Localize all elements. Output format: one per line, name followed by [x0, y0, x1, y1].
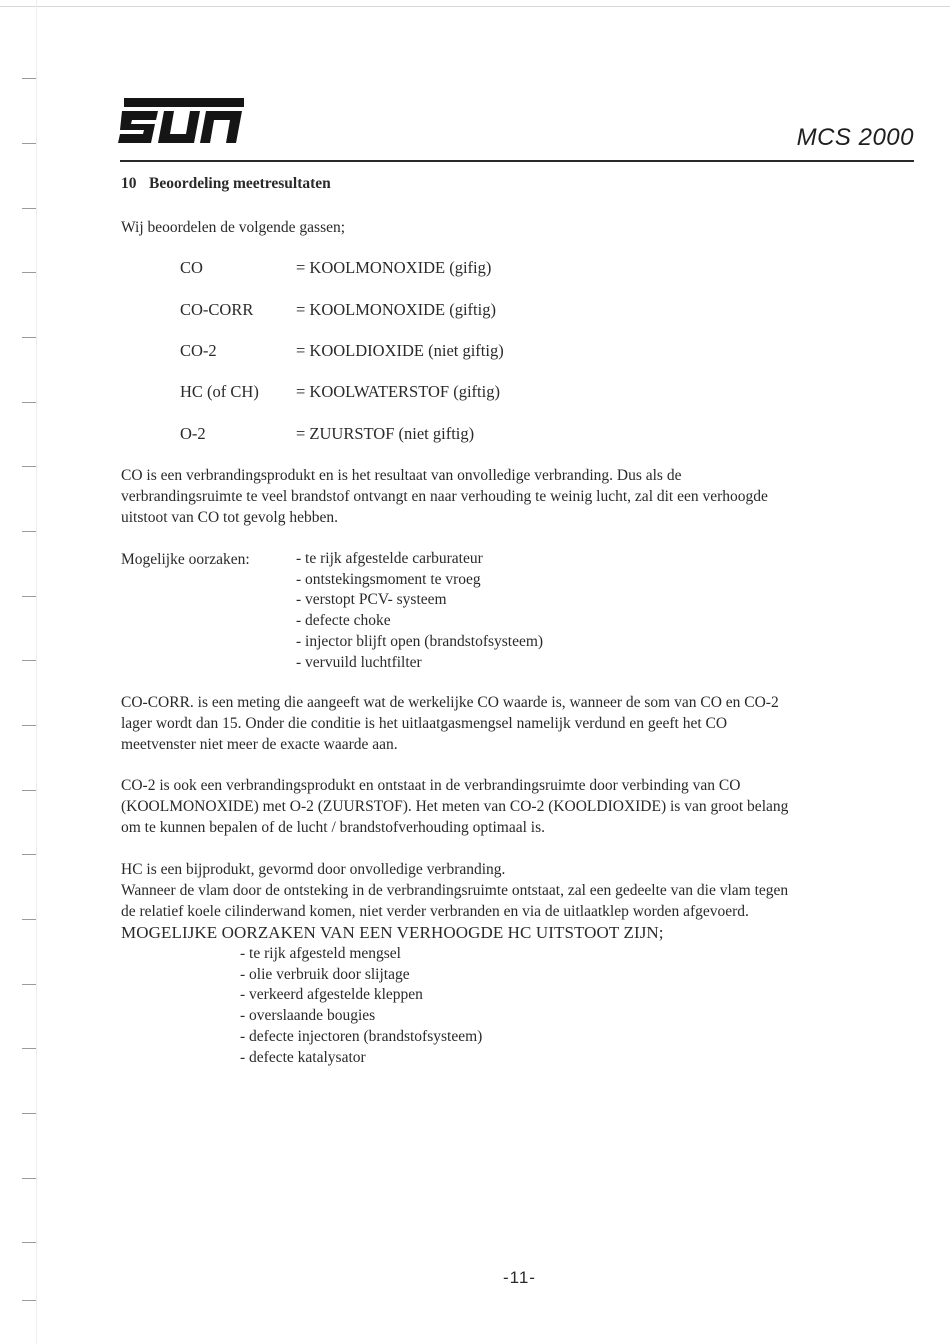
co-paragraph — [121, 465, 911, 528]
list-item: - defecte choke — [296, 611, 543, 632]
binder-mark — [22, 1242, 36, 1243]
list-item: - te rijk afgestelde carburateur — [296, 549, 543, 570]
gas-description: = KOOLDIOXIDE (niet giftig) — [296, 341, 504, 360]
list-item: - defecte injectoren (brandstofsysteem) — [240, 1027, 482, 1048]
binder-mark — [22, 143, 36, 144]
paragraph-line: om te kunnen bepalen of de lucht / brandstofverhouding optimaal is. — [121, 819, 545, 836]
header-divider — [120, 160, 914, 162]
gas-row — [180, 382, 500, 402]
intro-text: Wij beoordelen de volgende gassen; — [121, 219, 346, 236]
hc-paragraph — [121, 859, 911, 922]
paragraph-line: lager wordt dan 15. Onder die conditie is het uitlaatgasmengsel namelijk verdund en geeft het CO — [121, 715, 728, 732]
list-item: - vervuild luchtfilter — [296, 653, 543, 674]
gas-code: CO-CORR — [180, 300, 254, 319]
paragraph-line: CO-2 is ook een verbrandingsprodukt en ontstaat in de verbrandingsruimte door verbinding van CO — [121, 777, 741, 794]
paragraph-line: de relatief koele cilinderwand komen, niet verder verbranden en via de uitlaatklep worden afgevoerd. — [121, 903, 749, 920]
binder-mark — [22, 854, 36, 855]
binder-mark — [22, 78, 36, 79]
binder-mark — [22, 1048, 36, 1049]
binder-mark — [22, 919, 36, 920]
gas-code: CO-2 — [180, 341, 217, 360]
co-causes-label: Mogelijke oorzaken: — [121, 551, 250, 568]
binder-mark — [22, 466, 36, 467]
paragraph-line: uitstoot van CO tot gevolg hebben. — [121, 509, 338, 526]
gas-description: = KOOLMONOXIDE (gifig) — [296, 258, 492, 277]
binder-mark — [22, 402, 36, 403]
product-title: MCS 2000 — [796, 124, 914, 151]
paragraph-line: HC is een bijprodukt, gevormd door onvolledige verbranding. — [121, 861, 506, 878]
binder-mark — [22, 1113, 36, 1114]
paragraph-line: Wanneer de vlam door de ontsteking in de verbrandingsruimte ontstaat, zal een gedeelte van die vlam tegen — [121, 882, 789, 899]
binder-mark — [22, 984, 36, 985]
list-item: - olie verbruik door slijtage — [240, 965, 482, 986]
list-item: - overslaande bougies — [240, 1006, 482, 1027]
binder-mark — [22, 660, 36, 661]
gas-code: CO — [180, 258, 203, 277]
gas-code: HC (of CH) — [180, 382, 259, 401]
section-heading — [121, 175, 331, 193]
gas-description: = ZUURSTOF (niet giftig) — [296, 424, 475, 443]
section-number: 10 — [121, 175, 137, 192]
co2-paragraph — [121, 775, 911, 838]
section-title: Beoordeling meetresultaten — [149, 175, 331, 192]
cocorr-paragraph — [121, 692, 911, 755]
gas-row — [180, 424, 474, 444]
binder-mark — [22, 531, 36, 532]
paragraph-line: CO is een verbrandingsprodukt en is het resultaat van onvolledige verbranding. Dus als de — [121, 467, 682, 484]
paragraph-line: CO-CORR. is een meting die aangeeft wat de werkelijke CO waarde is, wanneer de som van CO en CO-2 — [121, 694, 779, 711]
binder-mark — [22, 337, 36, 338]
co-causes-list — [296, 549, 543, 673]
binder-mark — [22, 596, 36, 597]
list-item: - defecte katalysator — [240, 1048, 482, 1069]
list-item: - te rijk afgesteld mengsel — [240, 944, 482, 965]
paragraph-line: meetvenster niet meer de exacte waarde aan. — [121, 736, 398, 753]
list-item: - ontstekingsmoment te vroeg — [296, 570, 543, 591]
hc-causes-list — [240, 944, 482, 1068]
binder-mark — [22, 272, 36, 273]
gas-description: = KOOLWATERSTOF (giftig) — [296, 382, 500, 401]
paragraph-line: (KOOLMONOXIDE) met O-2 (ZUURSTOF). Het meten van CO-2 (KOOLDIOXIDE) is van groot belang — [121, 798, 789, 815]
scan-edge-line — [0, 6, 950, 7]
page-number: -11- — [503, 1268, 536, 1287]
gas-row — [180, 341, 504, 361]
binder-mark — [22, 1178, 36, 1179]
binder-mark — [22, 725, 36, 726]
binder-mark — [22, 790, 36, 791]
gas-code: O-2 — [180, 424, 206, 443]
list-item: - injector blijft open (brandstofsysteem) — [296, 632, 543, 653]
binder-mark — [22, 208, 36, 209]
hc-causes-heading: MOGELIJKE OORZAKEN VAN EEN VERHOOGDE HC UITSTOOT ZIJN; — [121, 923, 664, 942]
list-item: - verstopt PCV- systeem — [296, 590, 543, 611]
gas-row — [180, 258, 491, 278]
sun-brand-logo — [118, 96, 246, 148]
binder-margin-line — [36, 0, 37, 1344]
paragraph-line: verbrandingsruimte te veel brandstof ontvangt en naar verhouding te weinig lucht, zal dit een verhoogde — [121, 488, 768, 505]
list-item: - verkeerd afgestelde kleppen — [240, 985, 482, 1006]
binder-mark — [22, 1300, 36, 1301]
gas-description: = KOOLMONOXIDE (giftig) — [296, 300, 496, 319]
gas-row — [180, 300, 496, 320]
